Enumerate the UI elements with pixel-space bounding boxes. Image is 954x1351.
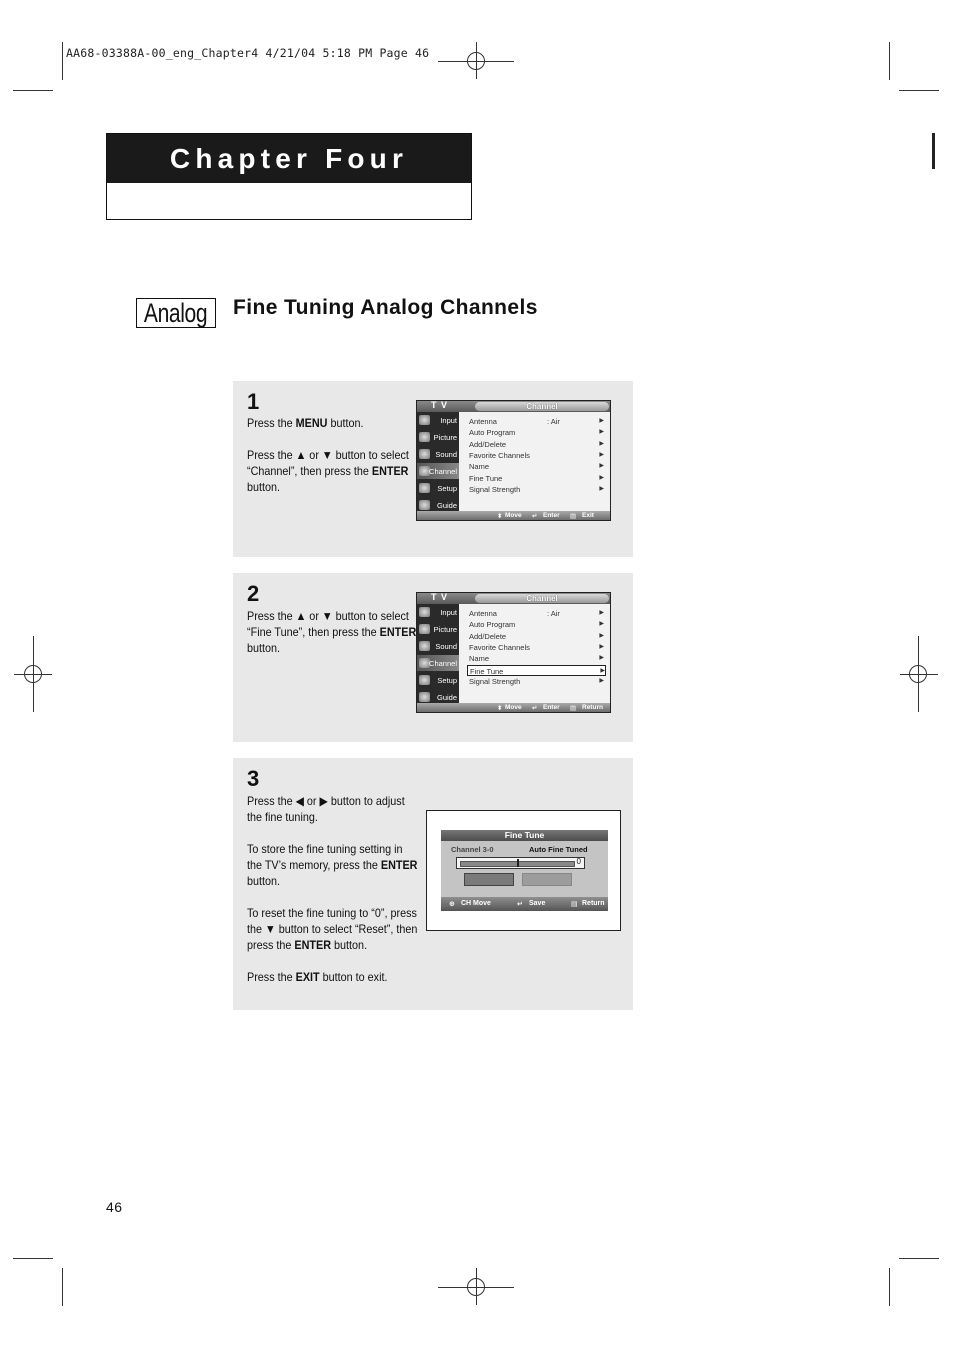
footer-move: Move (505, 704, 522, 711)
step-1 (233, 381, 633, 557)
move-icon: ⬍ (497, 705, 503, 712)
instruction-text: Press the (247, 970, 296, 984)
menu-row (469, 631, 604, 642)
instruction-text: button to exit. (319, 970, 388, 984)
side-item-label: Guide (436, 693, 457, 702)
menu-row-label: Auto Program (469, 620, 516, 630)
menu-row-label: Favorite Channels (469, 642, 530, 652)
tv-menu-footer (417, 703, 610, 712)
menu-tab-title: Channel (475, 402, 609, 411)
menu-row (469, 619, 604, 630)
footer-enter: Enter (543, 704, 560, 711)
menu-row-label: Antenna (469, 609, 497, 618)
store-button (464, 873, 514, 886)
fine-tune-panel (441, 830, 608, 911)
instruction-paragraph (247, 793, 418, 825)
registration-circle (467, 52, 485, 70)
step-instructions (247, 415, 418, 511)
guide-icon (419, 692, 430, 702)
menu-row-label: Auto Program (469, 428, 516, 438)
footer-move: CH Move (461, 900, 491, 907)
section-title: Fine Tuning Analog Channels (233, 296, 538, 319)
menu-row (469, 439, 604, 450)
menu-row (469, 642, 604, 653)
fine-tune-slider (456, 857, 585, 869)
footer-enter: Enter (543, 512, 560, 519)
step-2 (233, 573, 633, 742)
channel-menu-list (463, 413, 608, 510)
menu-row-value: : Air (547, 417, 560, 426)
crop-mark (62, 1268, 63, 1306)
arrow-right-icon: ▶ (599, 474, 604, 481)
fine-tune-title: Fine Tune (441, 830, 608, 841)
setup-icon (419, 675, 430, 685)
arrow-right-icon: ▶ (599, 440, 604, 447)
auto-fine-tuned-status: Auto Fine Tuned (529, 845, 588, 854)
reset-button (522, 873, 572, 886)
button-name: ENTER (294, 938, 332, 952)
menu-row-label: Antenna (469, 417, 497, 426)
fine-tune-footer (441, 897, 608, 911)
step-3 (233, 758, 633, 1010)
instruction-text: Press the ▲ or ▼ button to select “Fine Tune”, then press the (247, 609, 409, 639)
crop-mark (899, 90, 939, 91)
menu-row-label: Name (469, 654, 490, 664)
menu-row (469, 608, 604, 619)
side-item-label: Input (440, 608, 457, 617)
channel-label: Channel 3-0 (451, 845, 494, 854)
menu-row (469, 461, 604, 472)
tv-label: T V (431, 592, 449, 602)
instruction-text: Press the ▲ or ▼ button to select “Channel”, then press the (247, 448, 409, 478)
chapter-header (106, 133, 472, 220)
return-icon: ▤ (571, 901, 578, 908)
menu-row (469, 450, 604, 461)
side-item-label: Input (440, 416, 457, 425)
crop-mark (13, 90, 53, 91)
guide-icon (419, 500, 430, 510)
tv-menu-screen (416, 592, 611, 713)
side-item-channel (417, 655, 459, 671)
arrow-right-icon: ▶ (599, 485, 604, 492)
ch-move-icon: ⊕ (449, 901, 455, 908)
tv-label: T V (431, 400, 449, 410)
side-item-label: Picture (433, 625, 457, 634)
button-name: ENTER (380, 858, 418, 872)
instruction-text: button. (331, 938, 368, 952)
menu-row (469, 427, 604, 438)
button-name: MENU (295, 416, 328, 430)
instruction-paragraph (247, 415, 418, 431)
side-item-label: Setup (437, 676, 457, 685)
side-item-input (417, 412, 459, 428)
menu-row-label: Signal Strength (469, 484, 521, 494)
instruction-paragraph (247, 608, 418, 656)
crop-mark (899, 1258, 939, 1259)
step-instructions (247, 608, 418, 672)
side-item-setup (417, 480, 459, 496)
menu-tab-title: Channel (475, 594, 609, 603)
crop-mark (889, 42, 890, 80)
menu-row-label: Favorite Channels (469, 450, 530, 460)
picture-icon (419, 432, 430, 442)
margin-bar (932, 133, 935, 169)
step-number: 1 (247, 389, 260, 414)
side-item-input (417, 604, 459, 620)
arrow-right-icon: ▶ (599, 463, 604, 470)
instruction-paragraph (247, 969, 418, 985)
side-item-label: Channel (429, 467, 457, 476)
menu-row-label: Name (469, 462, 490, 472)
registration-circle (909, 665, 927, 683)
side-item-label: Guide (436, 501, 457, 510)
step-instructions (247, 793, 418, 1001)
arrow-right-icon: ▶ (600, 667, 605, 674)
arrow-right-icon: ▶ (599, 451, 604, 458)
arrow-right-icon: ▶ (599, 418, 604, 424)
footer-exit: Exit (582, 512, 594, 519)
instruction-text: Press the ◀ or ▶ button to adjust the fine tuning. (247, 794, 405, 824)
chapter-title: Chapter Four (107, 134, 471, 183)
side-item-picture (417, 621, 459, 637)
crop-mark (13, 1258, 53, 1259)
side-item-picture (417, 429, 459, 445)
instruction-text: button. (327, 416, 364, 430)
fine-tune-screen (426, 810, 621, 931)
menu-row (469, 473, 604, 484)
sound-icon (419, 449, 430, 459)
menu-row (469, 676, 604, 687)
menu-row-label: Signal Strength (469, 676, 521, 686)
tv-menu-footer (417, 511, 610, 520)
picture-icon (419, 624, 430, 634)
side-item-label: Channel (429, 659, 457, 668)
enter-icon: ↵ (517, 901, 523, 908)
analog-badge (136, 298, 216, 328)
arrow-right-icon: ▶ (599, 621, 604, 628)
tv-menu-header (417, 593, 610, 604)
instruction-paragraph (247, 447, 418, 495)
setup-icon (419, 483, 430, 493)
arrow-right-icon: ▶ (599, 429, 604, 436)
side-item-sound (417, 638, 459, 654)
step-number: 3 (247, 766, 260, 791)
arrow-right-icon: ▶ (599, 655, 604, 662)
menu-row-label: Add/Delete (469, 631, 507, 641)
move-icon: ⬍ (497, 513, 503, 520)
instruction-text: button. (247, 480, 281, 494)
menu-row (469, 484, 604, 495)
crop-mark (62, 42, 63, 80)
menu-row-label: Fine Tune (469, 473, 503, 483)
side-item-label: Sound (435, 450, 457, 459)
instruction-paragraph (247, 905, 418, 953)
side-item-label: Setup (437, 484, 457, 493)
exit-icon: ▤ (570, 705, 577, 712)
analog-badge-label: Analog (144, 298, 208, 328)
button-name: EXIT (295, 970, 320, 984)
instruction-text: button. (247, 641, 281, 655)
fine-tune-value: 0 (576, 857, 581, 866)
input-icon (419, 415, 430, 425)
instruction-text: Press the (247, 416, 296, 430)
page-number: 46 (106, 1199, 123, 1215)
exit-icon: ▤ (570, 513, 577, 520)
side-item-label: Picture (433, 433, 457, 442)
tv-menu-screen (416, 400, 611, 521)
instruction-paragraph (247, 841, 418, 889)
registration-circle (24, 665, 42, 683)
menu-row (469, 416, 604, 427)
side-item-label: Sound (435, 642, 457, 651)
menu-row-label: Add/Delete (469, 439, 507, 449)
instruction-text: To store the fine tuning setting in the TV’s memory, press the (247, 842, 403, 872)
sound-icon (419, 641, 430, 651)
menu-row (467, 665, 606, 676)
instruction-text: button. (247, 874, 281, 888)
button-name: ENTER (371, 464, 409, 478)
side-item-sound (417, 446, 459, 462)
side-item-channel (417, 463, 459, 479)
menu-row-value: : Air (547, 609, 560, 618)
arrow-right-icon: ▶ (599, 610, 604, 616)
menu-row-label: Fine Tune (470, 666, 504, 676)
enter-icon: ↵ (532, 705, 538, 712)
arrow-right-icon: ▶ (599, 632, 604, 639)
tv-side-menu (417, 604, 459, 703)
arrow-right-icon: ▶ (599, 677, 604, 684)
instruction-text: To reset the fine tuning to “0”, press the ▼ button to select “Reset”, then press the (247, 906, 418, 952)
side-item-setup (417, 672, 459, 688)
print-slug: AA68-03388A-00_eng_Chapter4 4/21/04 5:18 PM Page 46 (66, 46, 430, 60)
footer-save: Save (529, 900, 546, 907)
registration-circle (467, 1278, 485, 1296)
footer-return: Return (582, 900, 605, 907)
tv-side-menu (417, 412, 459, 511)
footer-exit: Return (582, 704, 603, 711)
input-icon (419, 607, 430, 617)
arrow-right-icon: ▶ (599, 643, 604, 650)
menu-row (469, 653, 604, 664)
slider-knob (517, 859, 519, 867)
channel-menu-list (463, 605, 608, 702)
tv-menu-header (417, 401, 610, 412)
crop-mark (889, 1268, 890, 1306)
step-number: 2 (247, 581, 260, 606)
enter-icon: ↵ (532, 513, 538, 520)
button-name: ENTER (379, 625, 417, 639)
footer-move: Move (505, 512, 522, 519)
